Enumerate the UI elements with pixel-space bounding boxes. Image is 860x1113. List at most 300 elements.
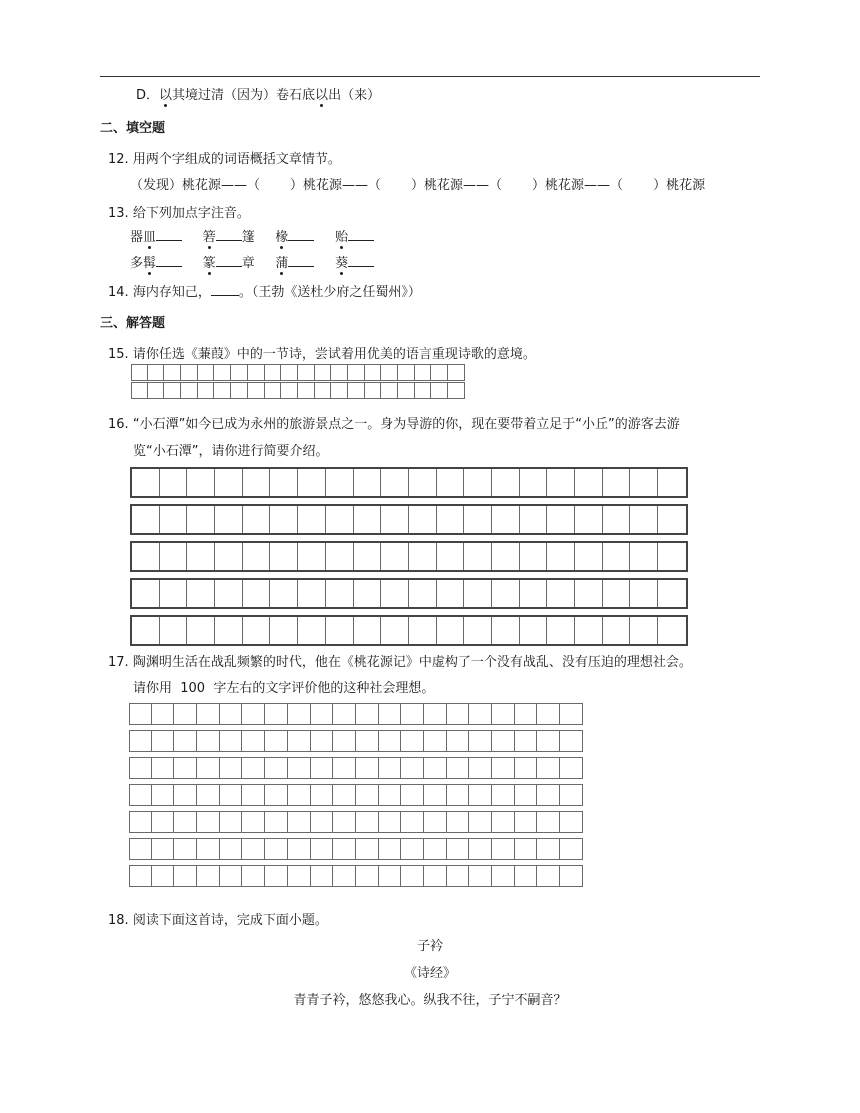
grid-cell[interactable]	[152, 730, 175, 752]
grid-cell[interactable]	[281, 364, 298, 381]
grid-cell[interactable]	[560, 730, 583, 752]
grid-cell[interactable]	[469, 730, 492, 752]
grid-cell[interactable]	[198, 382, 215, 399]
grid-cell[interactable]	[520, 543, 548, 570]
grid-cell[interactable]	[220, 784, 243, 806]
grid-cell[interactable]	[331, 364, 348, 381]
grid-cell[interactable]	[401, 838, 424, 860]
grid-cell[interactable]	[242, 838, 265, 860]
grid-cell[interactable]	[575, 469, 603, 496]
grid-cell[interactable]	[243, 617, 271, 644]
grid-cell[interactable]	[164, 364, 181, 381]
grid-cell[interactable]	[630, 506, 658, 533]
pinyin-blank[interactable]	[288, 254, 314, 267]
grid-cell[interactable]	[311, 811, 334, 833]
writing-grid-q16[interactable]	[130, 467, 688, 652]
grid-cell[interactable]	[464, 469, 492, 496]
grid-cell[interactable]	[356, 730, 379, 752]
grid-cell[interactable]	[379, 703, 402, 725]
grid-cell[interactable]	[492, 838, 515, 860]
grid-cell[interactable]	[560, 757, 583, 779]
grid-cell[interactable]	[379, 757, 402, 779]
grid-cell[interactable]	[424, 838, 447, 860]
grid-cell[interactable]	[197, 730, 220, 752]
grid-cell[interactable]	[401, 757, 424, 779]
pinyin-blank[interactable]	[156, 228, 182, 241]
grid-cell[interactable]	[381, 617, 409, 644]
grid-cell[interactable]	[174, 811, 197, 833]
grid-cell[interactable]	[492, 580, 520, 607]
grid-cell[interactable]	[575, 617, 603, 644]
q13-stem	[108, 202, 250, 221]
grid-cell[interactable]	[311, 865, 334, 887]
grid-cell[interactable]	[326, 543, 354, 570]
grid-cell[interactable]	[160, 506, 188, 533]
grid-cell[interactable]	[220, 811, 243, 833]
grid-cell[interactable]	[515, 838, 538, 860]
grid-cell[interactable]	[148, 364, 165, 381]
grid-cell[interactable]	[398, 364, 415, 381]
grid-cell[interactable]	[152, 811, 175, 833]
grid-cell[interactable]	[447, 838, 470, 860]
grid-cell[interactable]	[560, 811, 583, 833]
grid-cell[interactable]	[424, 865, 447, 887]
grid-cell[interactable]	[447, 703, 470, 725]
grid-cell[interactable]	[326, 617, 354, 644]
grid-cell[interactable]	[469, 838, 492, 860]
grid-row	[129, 811, 583, 833]
grid-row	[130, 504, 688, 535]
grid-cell[interactable]	[242, 757, 265, 779]
grid-cell[interactable]	[197, 865, 220, 887]
pinyin-blank[interactable]	[288, 228, 314, 241]
grid-cell[interactable]	[515, 811, 538, 833]
grid-cell[interactable]	[220, 730, 243, 752]
grid-cell[interactable]	[243, 469, 271, 496]
grid-cell[interactable]	[424, 811, 447, 833]
grid-cell[interactable]	[331, 382, 348, 399]
grid-cell[interactable]	[547, 580, 575, 607]
grid-cell[interactable]	[333, 784, 356, 806]
grid-cell[interactable]	[381, 382, 398, 399]
grid-cell[interactable]	[630, 469, 658, 496]
q18-stem	[108, 909, 328, 928]
pinyin-blank[interactable]	[348, 228, 374, 241]
grid-cell[interactable]	[356, 865, 379, 887]
grid-cell[interactable]	[220, 838, 243, 860]
grid-cell[interactable]	[248, 382, 265, 399]
grid-cell[interactable]	[356, 838, 379, 860]
grid-cell[interactable]	[381, 580, 409, 607]
grid-cell[interactable]	[537, 703, 560, 725]
grid-cell[interactable]	[129, 784, 152, 806]
grid-cell[interactable]	[270, 506, 298, 533]
grid-cell[interactable]	[187, 543, 215, 570]
grid-cell[interactable]	[365, 382, 382, 399]
grid-cell[interactable]	[333, 730, 356, 752]
grid-cell[interactable]	[354, 617, 382, 644]
grid-cell[interactable]	[298, 382, 315, 399]
grid-cell[interactable]	[603, 543, 631, 570]
grid-cell[interactable]	[231, 364, 248, 381]
grid-cell[interactable]	[354, 506, 382, 533]
grid-cell[interactable]	[409, 617, 437, 644]
grid-cell[interactable]	[187, 580, 215, 607]
grid-cell[interactable]	[265, 838, 288, 860]
grid-cell[interactable]	[131, 364, 148, 381]
grid-cell[interactable]	[265, 364, 282, 381]
grid-cell[interactable]	[537, 838, 560, 860]
grid-cell[interactable]	[288, 865, 311, 887]
grid-cell[interactable]	[129, 838, 152, 860]
grid-cell[interactable]	[447, 865, 470, 887]
grid-cell[interactable]	[298, 364, 315, 381]
grid-cell[interactable]	[658, 543, 686, 570]
grid-cell[interactable]	[424, 757, 447, 779]
grid-cell[interactable]	[537, 730, 560, 752]
grid-cell[interactable]	[152, 865, 175, 887]
grid-cell[interactable]	[152, 838, 175, 860]
grid-cell[interactable]	[197, 784, 220, 806]
grid-cell[interactable]	[515, 730, 538, 752]
grid-cell[interactable]	[160, 617, 188, 644]
grid-cell[interactable]	[174, 784, 197, 806]
grid-cell[interactable]	[547, 617, 575, 644]
grid-cell[interactable]	[298, 543, 326, 570]
grid-cell[interactable]	[381, 364, 398, 381]
grid-cell[interactable]	[311, 703, 334, 725]
grid-cell[interactable]	[288, 703, 311, 725]
grid-cell[interactable]	[326, 506, 354, 533]
grid-cell[interactable]	[197, 838, 220, 860]
grid-cell[interactable]	[492, 469, 520, 496]
grid-cell[interactable]	[492, 617, 520, 644]
grid-cell[interactable]	[270, 580, 298, 607]
writing-grid-q17[interactable]	[129, 703, 583, 892]
grid-cell[interactable]	[575, 580, 603, 607]
grid-cell[interactable]	[311, 784, 334, 806]
grid-cell[interactable]	[248, 364, 265, 381]
grid-cell[interactable]	[603, 506, 631, 533]
grid-cell[interactable]	[356, 811, 379, 833]
grid-cell[interactable]	[464, 506, 492, 533]
grid-cell[interactable]	[492, 757, 515, 779]
grid-cell[interactable]	[354, 580, 382, 607]
grid-cell[interactable]	[409, 506, 437, 533]
grid-cell[interactable]	[187, 617, 215, 644]
grid-cell[interactable]	[356, 757, 379, 779]
grid-cell[interactable]	[174, 838, 197, 860]
plot-segment: ）桃花源——（	[411, 178, 503, 193]
grid-cell[interactable]	[469, 811, 492, 833]
grid-cell[interactable]	[448, 382, 465, 399]
grid-cell[interactable]	[197, 703, 220, 725]
grid-cell[interactable]	[379, 730, 402, 752]
grid-cell[interactable]	[575, 506, 603, 533]
grid-cell[interactable]	[132, 617, 160, 644]
grid-cell[interactable]	[288, 838, 311, 860]
grid-cell[interactable]	[658, 617, 686, 644]
grid-cell[interactable]	[187, 506, 215, 533]
grid-cell[interactable]	[379, 838, 402, 860]
grid-cell[interactable]	[537, 784, 560, 806]
grid-cell[interactable]	[333, 838, 356, 860]
grid-cell[interactable]	[448, 364, 465, 381]
grid-cell[interactable]	[333, 703, 356, 725]
grid-cell[interactable]	[520, 580, 548, 607]
grid-cell[interactable]	[333, 865, 356, 887]
grid-cell[interactable]	[214, 364, 231, 381]
grid-cell[interactable]	[354, 469, 382, 496]
grid-cell[interactable]	[132, 506, 160, 533]
grid-cell[interactable]	[447, 757, 470, 779]
grid-cell[interactable]	[437, 506, 465, 533]
grid-cell[interactable]	[281, 382, 298, 399]
grid-cell[interactable]	[315, 382, 332, 399]
grid-cell[interactable]	[288, 730, 311, 752]
grid-cell[interactable]	[215, 469, 243, 496]
grid-cell[interactable]	[520, 506, 548, 533]
grid-cell[interactable]	[409, 543, 437, 570]
grid-cell[interactable]	[658, 506, 686, 533]
grid-cell[interactable]	[231, 382, 248, 399]
grid-cell[interactable]	[243, 580, 271, 607]
grid-cell[interactable]	[197, 757, 220, 779]
grid-cell[interactable]	[197, 811, 220, 833]
pinyin-blank[interactable]	[216, 228, 242, 241]
grid-cell[interactable]	[298, 506, 326, 533]
grid-cell[interactable]	[379, 865, 402, 887]
grid-cell[interactable]	[401, 811, 424, 833]
grid-cell[interactable]	[447, 784, 470, 806]
grid-cell[interactable]	[431, 364, 448, 381]
grid-cell[interactable]	[464, 580, 492, 607]
grid-cell[interactable]	[356, 703, 379, 725]
grid-cell[interactable]	[160, 543, 188, 570]
grid-cell[interactable]	[520, 469, 548, 496]
grid-cell[interactable]	[243, 543, 271, 570]
grid-cell[interactable]	[560, 784, 583, 806]
grid-cell[interactable]	[148, 382, 165, 399]
grid-cell[interactable]	[129, 703, 152, 725]
grid-cell[interactable]	[515, 757, 538, 779]
grid-cell[interactable]	[547, 506, 575, 533]
grid-cell[interactable]	[265, 757, 288, 779]
grid-cell[interactable]	[469, 865, 492, 887]
grid-cell[interactable]	[265, 865, 288, 887]
pinyin-blank[interactable]	[216, 254, 242, 267]
grid-cell[interactable]	[181, 382, 198, 399]
grid-cell[interactable]	[437, 543, 465, 570]
answer-blank[interactable]	[211, 283, 239, 296]
grid-cell[interactable]	[242, 703, 265, 725]
grid-cell[interactable]	[401, 703, 424, 725]
grid-cell[interactable]	[537, 757, 560, 779]
grid-cell[interactable]	[415, 382, 432, 399]
grid-cell[interactable]	[198, 364, 215, 381]
grid-cell[interactable]	[215, 543, 243, 570]
grid-cell[interactable]	[160, 469, 188, 496]
grid-cell[interactable]	[326, 469, 354, 496]
grid-cell[interactable]	[515, 865, 538, 887]
grid-cell[interactable]	[288, 811, 311, 833]
grid-cell[interactable]	[131, 382, 148, 399]
grid-cell[interactable]	[220, 865, 243, 887]
grid-cell[interactable]	[333, 757, 356, 779]
grid-cell[interactable]	[520, 617, 548, 644]
grid-cell[interactable]	[401, 865, 424, 887]
grid-cell[interactable]	[630, 617, 658, 644]
grid-cell[interactable]	[447, 730, 470, 752]
grid-cell[interactable]	[437, 580, 465, 607]
grid-cell[interactable]	[288, 757, 311, 779]
grid-cell[interactable]	[401, 784, 424, 806]
grid-cell[interactable]	[379, 811, 402, 833]
grid-cell[interactable]	[398, 382, 415, 399]
grid-cell[interactable]	[424, 784, 447, 806]
grid-cell[interactable]	[298, 580, 326, 607]
grid-cell[interactable]	[492, 543, 520, 570]
grid-cell[interactable]	[326, 580, 354, 607]
grid-cell[interactable]	[214, 382, 231, 399]
grid-cell[interactable]	[270, 617, 298, 644]
grid-cell[interactable]	[288, 784, 311, 806]
grid-cell[interactable]	[132, 580, 160, 607]
grid-cell[interactable]	[181, 364, 198, 381]
grid-cell[interactable]	[447, 811, 470, 833]
grid-cell[interactable]	[409, 469, 437, 496]
grid-cell[interactable]	[381, 469, 409, 496]
grid-cell[interactable]	[547, 469, 575, 496]
grid-cell[interactable]	[560, 838, 583, 860]
grid-cell[interactable]	[242, 865, 265, 887]
grid-row	[131, 364, 465, 381]
grid-cell[interactable]	[431, 382, 448, 399]
grid-cell[interactable]	[333, 811, 356, 833]
grid-cell[interactable]	[492, 703, 515, 725]
grid-cell[interactable]	[298, 617, 326, 644]
grid-cell[interactable]	[547, 543, 575, 570]
grid-cell[interactable]	[152, 784, 175, 806]
grid-cell[interactable]	[630, 580, 658, 607]
grid-cell[interactable]	[469, 784, 492, 806]
grid-cell[interactable]	[265, 811, 288, 833]
grid-cell[interactable]	[174, 730, 197, 752]
grid-cell[interactable]	[174, 865, 197, 887]
grid-cell[interactable]	[220, 703, 243, 725]
grid-cell[interactable]	[270, 543, 298, 570]
grid-cell[interactable]	[381, 543, 409, 570]
grid-cell[interactable]	[132, 543, 160, 570]
grid-cell[interactable]	[129, 757, 152, 779]
grid-cell[interactable]	[242, 811, 265, 833]
grid-cell[interactable]	[265, 382, 282, 399]
grid-cell[interactable]	[215, 506, 243, 533]
grid-cell[interactable]	[242, 730, 265, 752]
grid-cell[interactable]	[129, 730, 152, 752]
grid-cell[interactable]	[469, 757, 492, 779]
grid-cell[interactable]	[603, 469, 631, 496]
grid-cell[interactable]	[464, 617, 492, 644]
grid-cell[interactable]	[265, 703, 288, 725]
grid-cell[interactable]	[603, 617, 631, 644]
grid-cell[interactable]	[560, 703, 583, 725]
grid-cell[interactable]	[311, 730, 334, 752]
grid-cell[interactable]	[492, 811, 515, 833]
grid-cell[interactable]	[658, 469, 686, 496]
grid-cell[interactable]	[515, 784, 538, 806]
grid-cell[interactable]	[379, 784, 402, 806]
grid-cell[interactable]	[401, 730, 424, 752]
grid-cell[interactable]	[215, 617, 243, 644]
grid-cell[interactable]	[298, 469, 326, 496]
question-number: 17.	[108, 655, 129, 670]
grid-cell[interactable]	[424, 703, 447, 725]
grid-cell[interactable]	[311, 757, 334, 779]
pinyin-blank[interactable]	[348, 254, 374, 267]
grid-cell[interactable]	[242, 784, 265, 806]
grid-cell[interactable]	[575, 543, 603, 570]
grid-cell[interactable]	[243, 506, 271, 533]
grid-cell[interactable]	[315, 364, 332, 381]
grid-cell[interactable]	[658, 580, 686, 607]
grid-cell[interactable]	[270, 469, 298, 496]
writing-grid-q15[interactable]	[131, 364, 465, 400]
grid-cell[interactable]	[215, 580, 243, 607]
grid-cell[interactable]	[464, 543, 492, 570]
grid-cell[interactable]	[220, 757, 243, 779]
grid-cell[interactable]	[630, 543, 658, 570]
grid-cell[interactable]	[409, 580, 437, 607]
grid-cell[interactable]	[152, 757, 175, 779]
grid-cell[interactable]	[537, 811, 560, 833]
grid-cell[interactable]	[129, 811, 152, 833]
q17-stem-cont: 请你用 100 字左右的文字评价他的这种社会理想。	[133, 681, 435, 696]
grid-cell[interactable]	[348, 364, 365, 381]
grid-cell[interactable]	[437, 617, 465, 644]
grid-cell[interactable]	[152, 703, 175, 725]
grid-cell[interactable]	[311, 838, 334, 860]
grid-cell[interactable]	[492, 506, 520, 533]
grid-cell[interactable]	[187, 469, 215, 496]
grid-cell[interactable]	[381, 506, 409, 533]
grid-cell[interactable]	[164, 382, 181, 399]
grid-cell[interactable]	[437, 469, 465, 496]
grid-cell[interactable]	[537, 865, 560, 887]
grid-cell[interactable]	[492, 730, 515, 752]
grid-cell[interactable]	[492, 865, 515, 887]
grid-cell[interactable]	[174, 757, 197, 779]
grid-cell[interactable]	[492, 784, 515, 806]
grid-cell[interactable]	[348, 382, 365, 399]
grid-cell[interactable]	[415, 364, 432, 381]
pinyin-blank[interactable]	[156, 254, 182, 267]
grid-cell[interactable]	[132, 469, 160, 496]
grid-cell[interactable]	[129, 865, 152, 887]
grid-cell[interactable]	[265, 730, 288, 752]
grid-cell[interactable]	[560, 865, 583, 887]
grid-cell[interactable]	[356, 784, 379, 806]
grid-cell[interactable]	[354, 543, 382, 570]
grid-cell[interactable]	[424, 730, 447, 752]
grid-cell[interactable]	[174, 703, 197, 725]
grid-cell[interactable]	[160, 580, 188, 607]
grid-cell[interactable]	[515, 703, 538, 725]
grid-cell[interactable]	[365, 364, 382, 381]
grid-cell[interactable]	[603, 580, 631, 607]
grid-cell[interactable]	[469, 703, 492, 725]
grid-cell[interactable]	[265, 784, 288, 806]
